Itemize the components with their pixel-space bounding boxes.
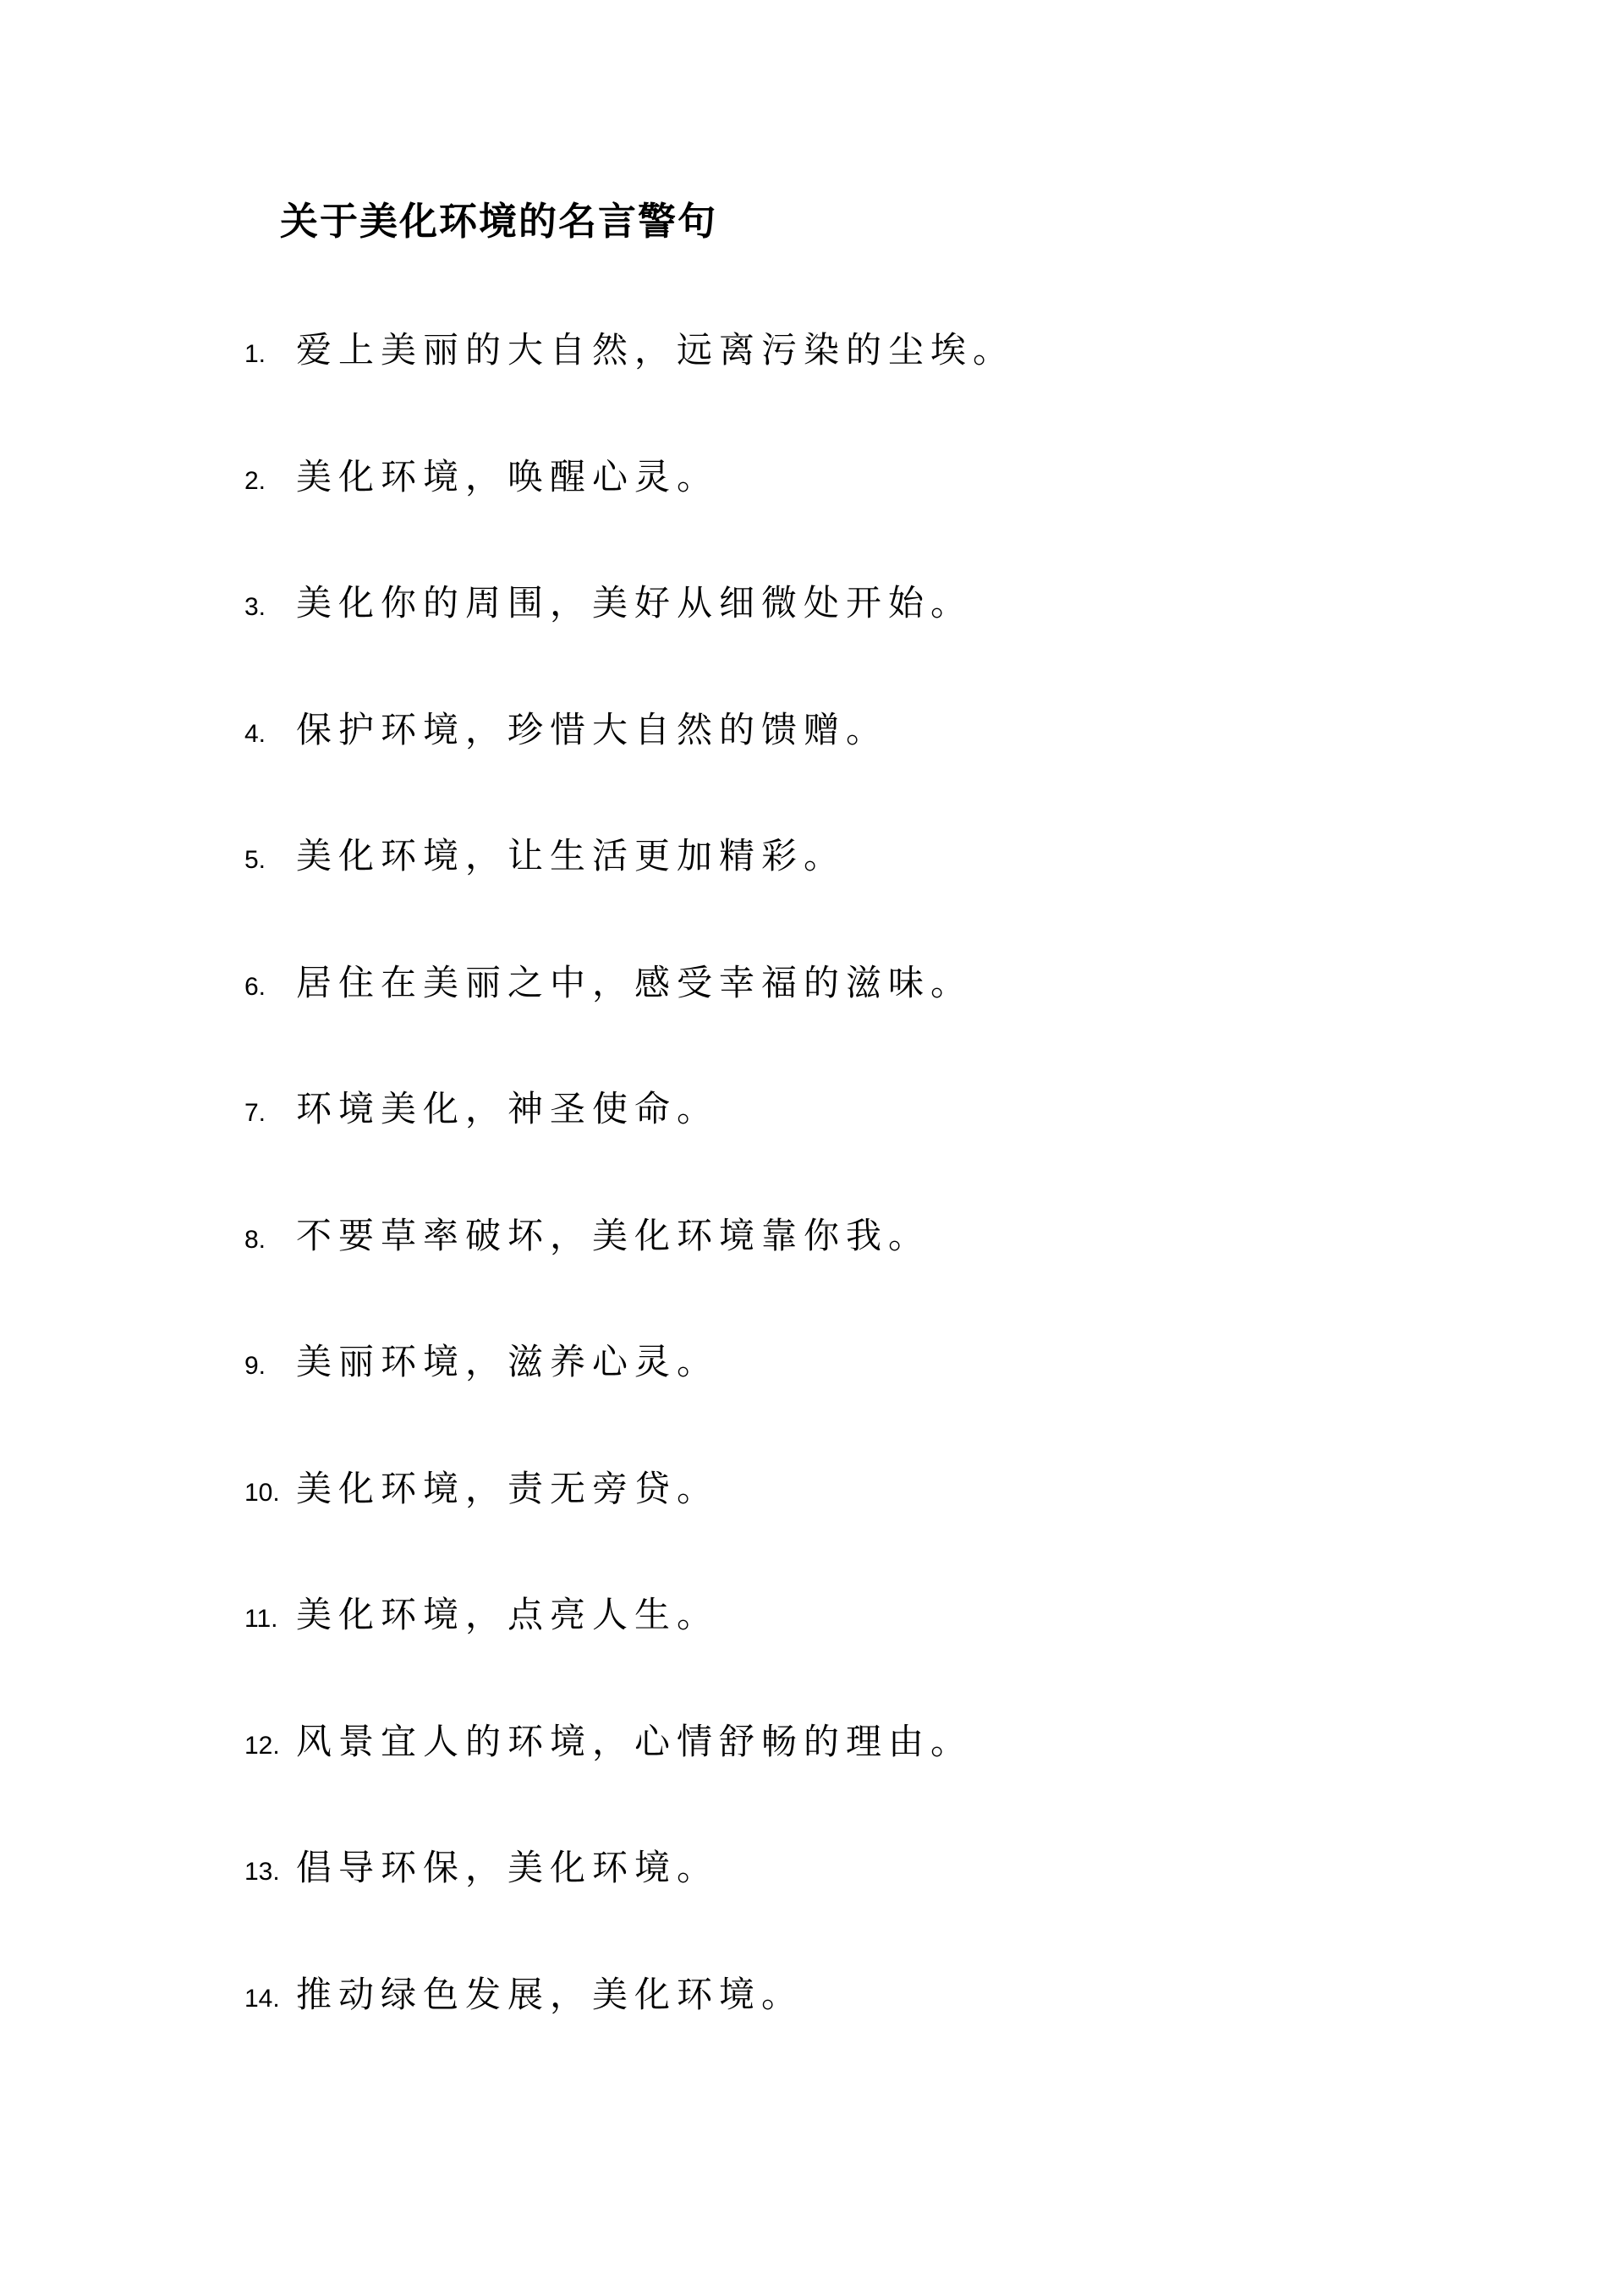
quote-number: 11.	[244, 1605, 278, 1633]
quote-number: 14.	[244, 1985, 280, 2013]
quote-text: 美化环境，点亮人生。	[296, 1594, 720, 1635]
quote-text: 爱上美丽的大自然，远离污染的尘埃。	[296, 329, 1016, 371]
quote-item	[244, 1717, 973, 1767]
quote-item	[244, 325, 1015, 376]
quote-item	[244, 578, 973, 629]
quote-item	[244, 831, 846, 882]
quote-text: 推动绿色发展，美化环境。	[296, 1974, 804, 2015]
quote-text: 风景宜人的环境，心情舒畅的理由。	[296, 1721, 974, 1762]
quote-number: 7.	[244, 1099, 266, 1127]
quote-number: 4.	[244, 720, 266, 748]
quote-item	[244, 1337, 719, 1387]
quote-item	[244, 705, 888, 755]
quote-number: 6.	[244, 973, 266, 1001]
quote-text: 环境美化，神圣使命。	[296, 1088, 720, 1129]
quote-number: 3.	[244, 593, 266, 621]
quote-item	[244, 1464, 719, 1514]
quote-number: 10.	[244, 1479, 280, 1507]
quote-text: 美化你的周围，美好从细微处开始。	[296, 582, 974, 623]
quote-text: 倡导环保，美化环境。	[296, 1847, 720, 1888]
quote-item	[244, 1590, 719, 1640]
quote-text: 美化环境，责无旁贷。	[296, 1468, 720, 1509]
document-title: 关于美化环境的名言警句	[280, 199, 718, 244]
quote-item	[244, 1084, 719, 1134]
quote-text: 不要草率破坏，美化环境靠你我。	[296, 1215, 931, 1256]
quote-text: 美丽环境，滋养心灵。	[296, 1341, 720, 1382]
quote-number: 8.	[244, 1226, 266, 1254]
quote-text: 保护环境，珍惜大自然的馈赠。	[296, 709, 889, 750]
quote-number: 5.	[244, 846, 266, 874]
quote-number: 12.	[244, 1732, 280, 1760]
quote-item	[244, 958, 973, 1008]
quote-item	[244, 1211, 930, 1261]
quote-item	[244, 452, 719, 503]
quote-number: 9.	[244, 1352, 266, 1380]
quote-item	[244, 1969, 804, 2020]
quote-number: 13.	[244, 1858, 280, 1886]
quote-number: 2.	[244, 467, 266, 495]
quote-number: 1.	[244, 340, 266, 368]
quote-text: 美化环境，唤醒心灵。	[296, 456, 720, 497]
quote-item	[244, 1843, 719, 1893]
quote-text: 美化环境，让生活更加精彩。	[296, 835, 847, 876]
quote-text: 居住在美丽之中，感受幸福的滋味。	[296, 962, 974, 1003]
